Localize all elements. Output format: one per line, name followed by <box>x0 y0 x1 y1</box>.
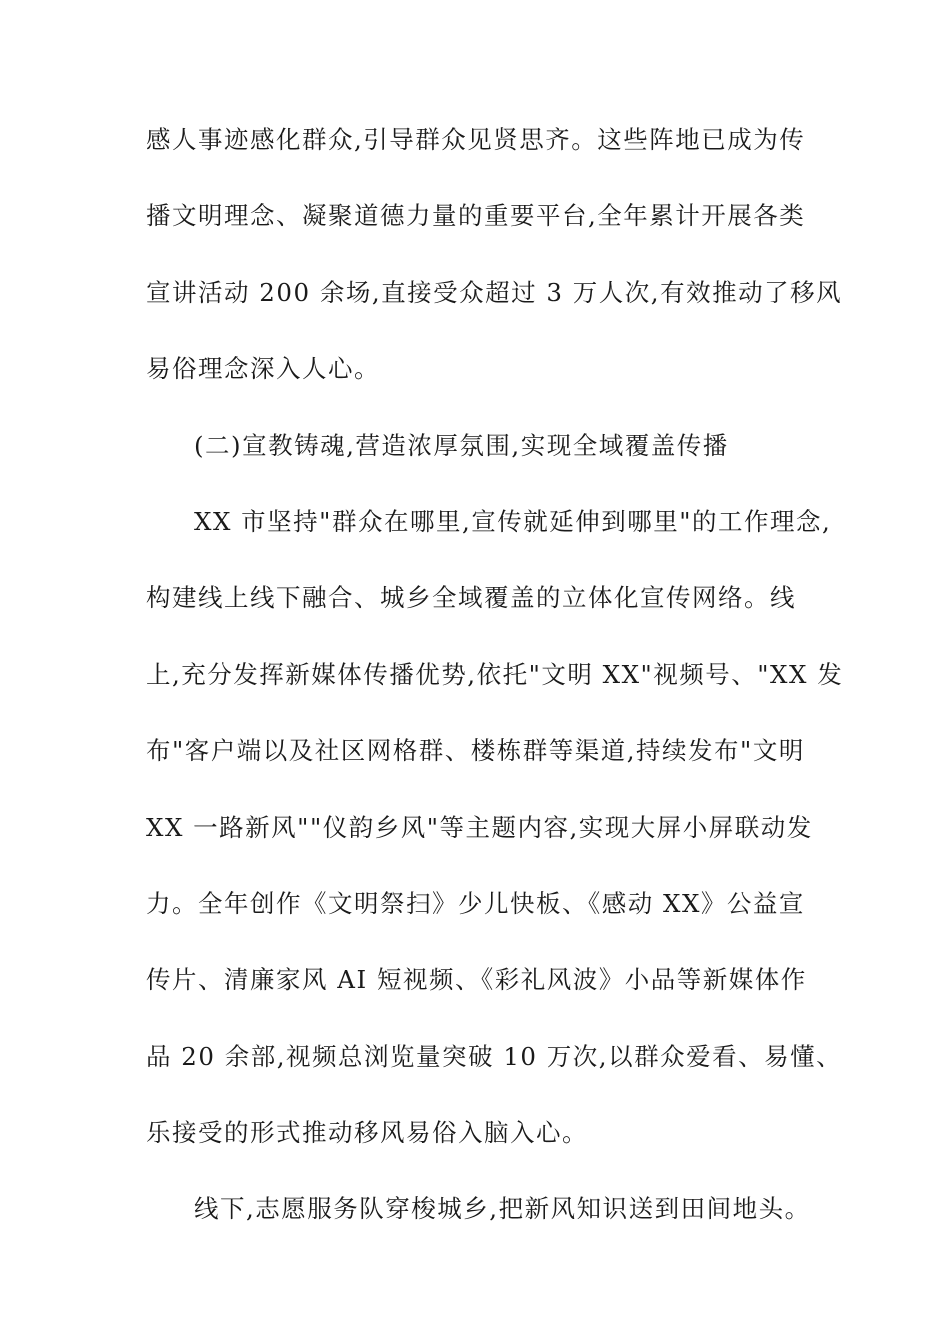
section-heading: (二)宣教铸魂,营造浓厚氛围,实现全域覆盖传播 <box>194 430 729 460</box>
text-line: XX 一路新风""仪韵乡风"等主题内容,实现大屏小屏联动发 <box>146 812 813 842</box>
text-line: 乐接受的形式推动移风易俗入脑入心。 <box>146 1118 588 1148</box>
text-line: 易俗理念深入人心。 <box>146 354 380 384</box>
text-line: 构建线上线下融合、城乡全域覆盖的立体化宣传网络。线 <box>146 583 796 613</box>
text-line: 感人事迹感化群众,引导群众见贤思齐。这些阵地已成为传 <box>146 125 806 154</box>
text-line: XX 市坚持"群众在哪里,宣传就延伸到哪里"的工作理念, <box>194 506 832 536</box>
text-line: 力。全年创作《文明祭扫》少儿快板、《感动 XX》公益宣 <box>146 888 805 918</box>
document-body <box>146 112 844 1258</box>
text-line: 品 20 余部,视频总浏览量突破 10 万次,以群众爱看、易懂、 <box>146 1041 843 1071</box>
text-line: 线下,志愿服务队穿梭城乡,把新风知识送到田间地头。 <box>194 1194 811 1224</box>
text-line: 上,充分发挥新媒体传播优势,依托"文明 XX"视频号、"XX 发 <box>146 659 844 689</box>
text-line: 布"客户端以及社区网格群、楼栋群等渠道,持续发布"文明 <box>146 736 805 766</box>
text-line: 宣讲活动 200 余场,直接受众超过 3 万人次,有效推动了移风 <box>146 277 843 307</box>
text-line: 传片、清廉家风 AI 短视频、《彩礼风波》小品等新媒体作 <box>146 965 807 995</box>
text-line: 播文明理念、凝聚道德力量的重要平台,全年累计开展各类 <box>146 201 806 231</box>
